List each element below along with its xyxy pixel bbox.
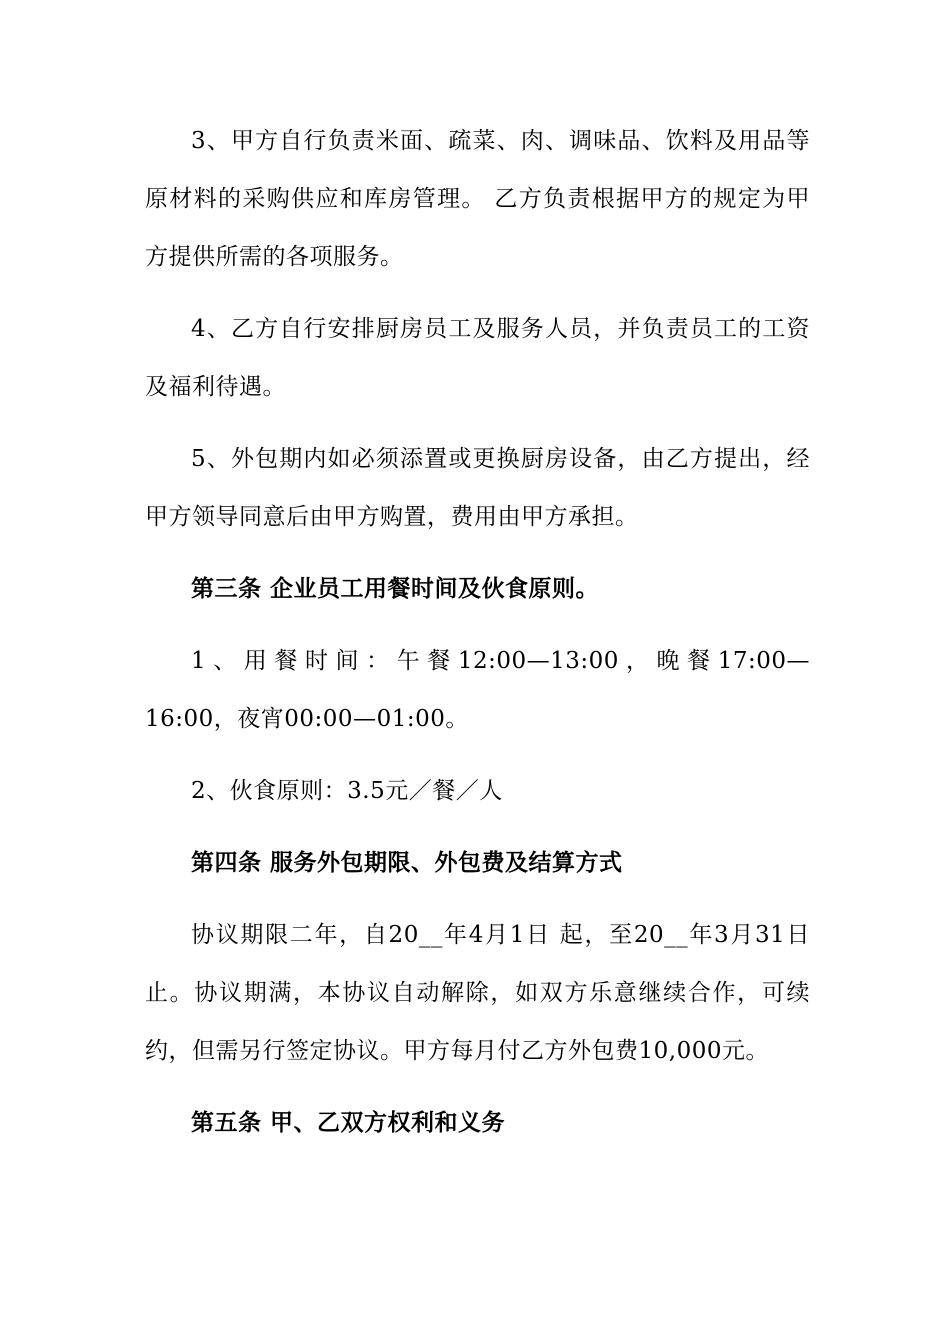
paragraph-meal-standard: 2、伙食原则：3.5元／餐／人 — [191, 778, 503, 804]
paragraph-term-and-fee: 协议期限二年，自20__年4月1日 起，至20__年3月31日止。协议期满，本协议自动解除，如双方乐意继续合作，可续约，但需另行签定协议。甲方每月付乙方外包费10,000元。 — [145, 922, 810, 1064]
heading-article-4: 第四条 服务外包期限、外包费及结算方式 — [191, 849, 623, 876]
document-page — [145, 112, 810, 1152]
heading-article-5: 第五条 甲、乙双方权利和义务 — [191, 1109, 506, 1136]
heading-article-3: 第三条 企业员工用餐时间及伙食原则。 — [191, 575, 600, 602]
paragraph-clause-5: 5、外包期内如必须添置或更换厨房设备，由乙方提出，经甲方领导同意后由甲方购置，费用由甲方承担。 — [145, 446, 810, 530]
paragraph-clause-3: 3、甲方自行负责米面、疏菜、肉、调味品、饮料及用品等原材料的采购供应和库房管理。 乙方负责根据甲方的规定为甲方提供所需的各项服务。 — [145, 128, 810, 270]
paragraph-clause-4: 4、乙方自行安排厨房员工及服务人员，并负责员工的工资及福利待遇。 — [145, 316, 810, 400]
paragraph-meal-times: 1、用餐时间：午餐12:00—13:00，晚餐17:00—16:00，夜宵00:00—01:00。 — [145, 648, 810, 732]
